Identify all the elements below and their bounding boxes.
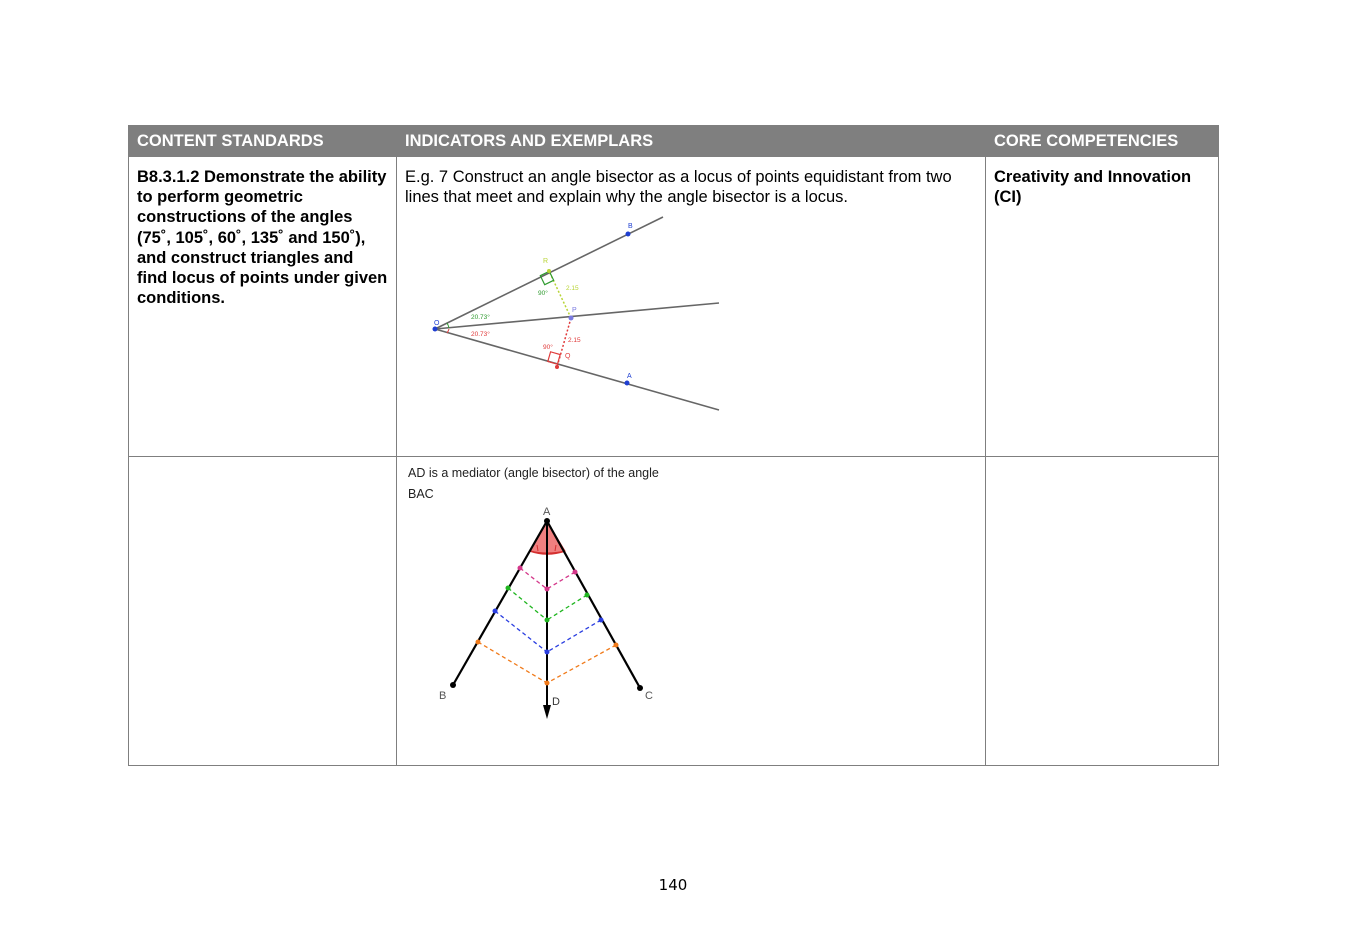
label-d: D: [552, 696, 560, 708]
label-b: B: [439, 690, 447, 702]
label-q: Q: [565, 353, 571, 361]
point-b: [450, 682, 456, 688]
point-a: [544, 518, 550, 524]
angle-label-bottom: 20.73°: [471, 331, 490, 339]
figure-caption: AD is a mediator (angle bisector) of the angle BAC: [408, 466, 659, 501]
page-number: 140: [658, 876, 688, 894]
point-p: [569, 316, 574, 321]
point-q: [555, 365, 559, 369]
line-ac: [547, 521, 640, 688]
label-p: P: [572, 307, 577, 315]
label-o: O: [434, 320, 440, 328]
distance-label-top: 2.15: [566, 285, 579, 293]
header-core-competencies: CORE COMPETENCIES: [986, 126, 1219, 157]
point-b: [626, 232, 631, 237]
arrow-d: [543, 705, 551, 719]
point-c: [637, 685, 643, 691]
angle-label-top: 20.73°: [471, 314, 490, 322]
header-row: [129, 126, 1219, 157]
table-row: [129, 157, 1219, 457]
exemplar-cell-2: [397, 457, 986, 766]
right-angle-label-top: 90°: [538, 290, 548, 298]
competency-cell: [986, 157, 1219, 457]
exemplar-text: E.g. 7 Construct an angle bisector as a locus of points equidistant from two lines that meet and explain why the angle bisector is a locus.: [405, 168, 952, 207]
point-a: [625, 381, 630, 386]
label-c: C: [645, 690, 653, 702]
standard-cell-empty: [129, 457, 397, 766]
mediator-figure: [425, 505, 685, 745]
competency-text: Creativity and Innovation (CI): [994, 168, 1192, 207]
label-a: A: [627, 373, 632, 381]
line-ab: [453, 521, 547, 685]
curriculum-table: [128, 125, 1219, 766]
distance-label-bottom: 2.15: [568, 337, 581, 345]
header-content-standards: CONTENT STANDARDS: [129, 126, 397, 157]
right-angle-label-bottom: 90°: [543, 344, 553, 352]
label-a: A: [543, 506, 551, 518]
point-r: [547, 269, 551, 273]
angle-bisector-figure: [425, 215, 745, 425]
standard-cell: [129, 157, 397, 457]
header-indicators-exemplars: INDICATORS AND EXEMPLARS: [397, 126, 986, 157]
label-r: R: [543, 258, 549, 266]
table-row: [129, 457, 1219, 766]
point-o: [433, 327, 438, 332]
exemplar-cell: [397, 157, 986, 457]
standard-text: B8.3.1.2 Demonstrate the ability to perform geometric constructions of the angles (75˚, 105˚, 60˚, 135˚ and 150˚), and construct triangles and find locus of points under given conditions.: [137, 168, 388, 308]
competency-cell-empty: [986, 457, 1219, 766]
label-b: B: [628, 223, 633, 231]
